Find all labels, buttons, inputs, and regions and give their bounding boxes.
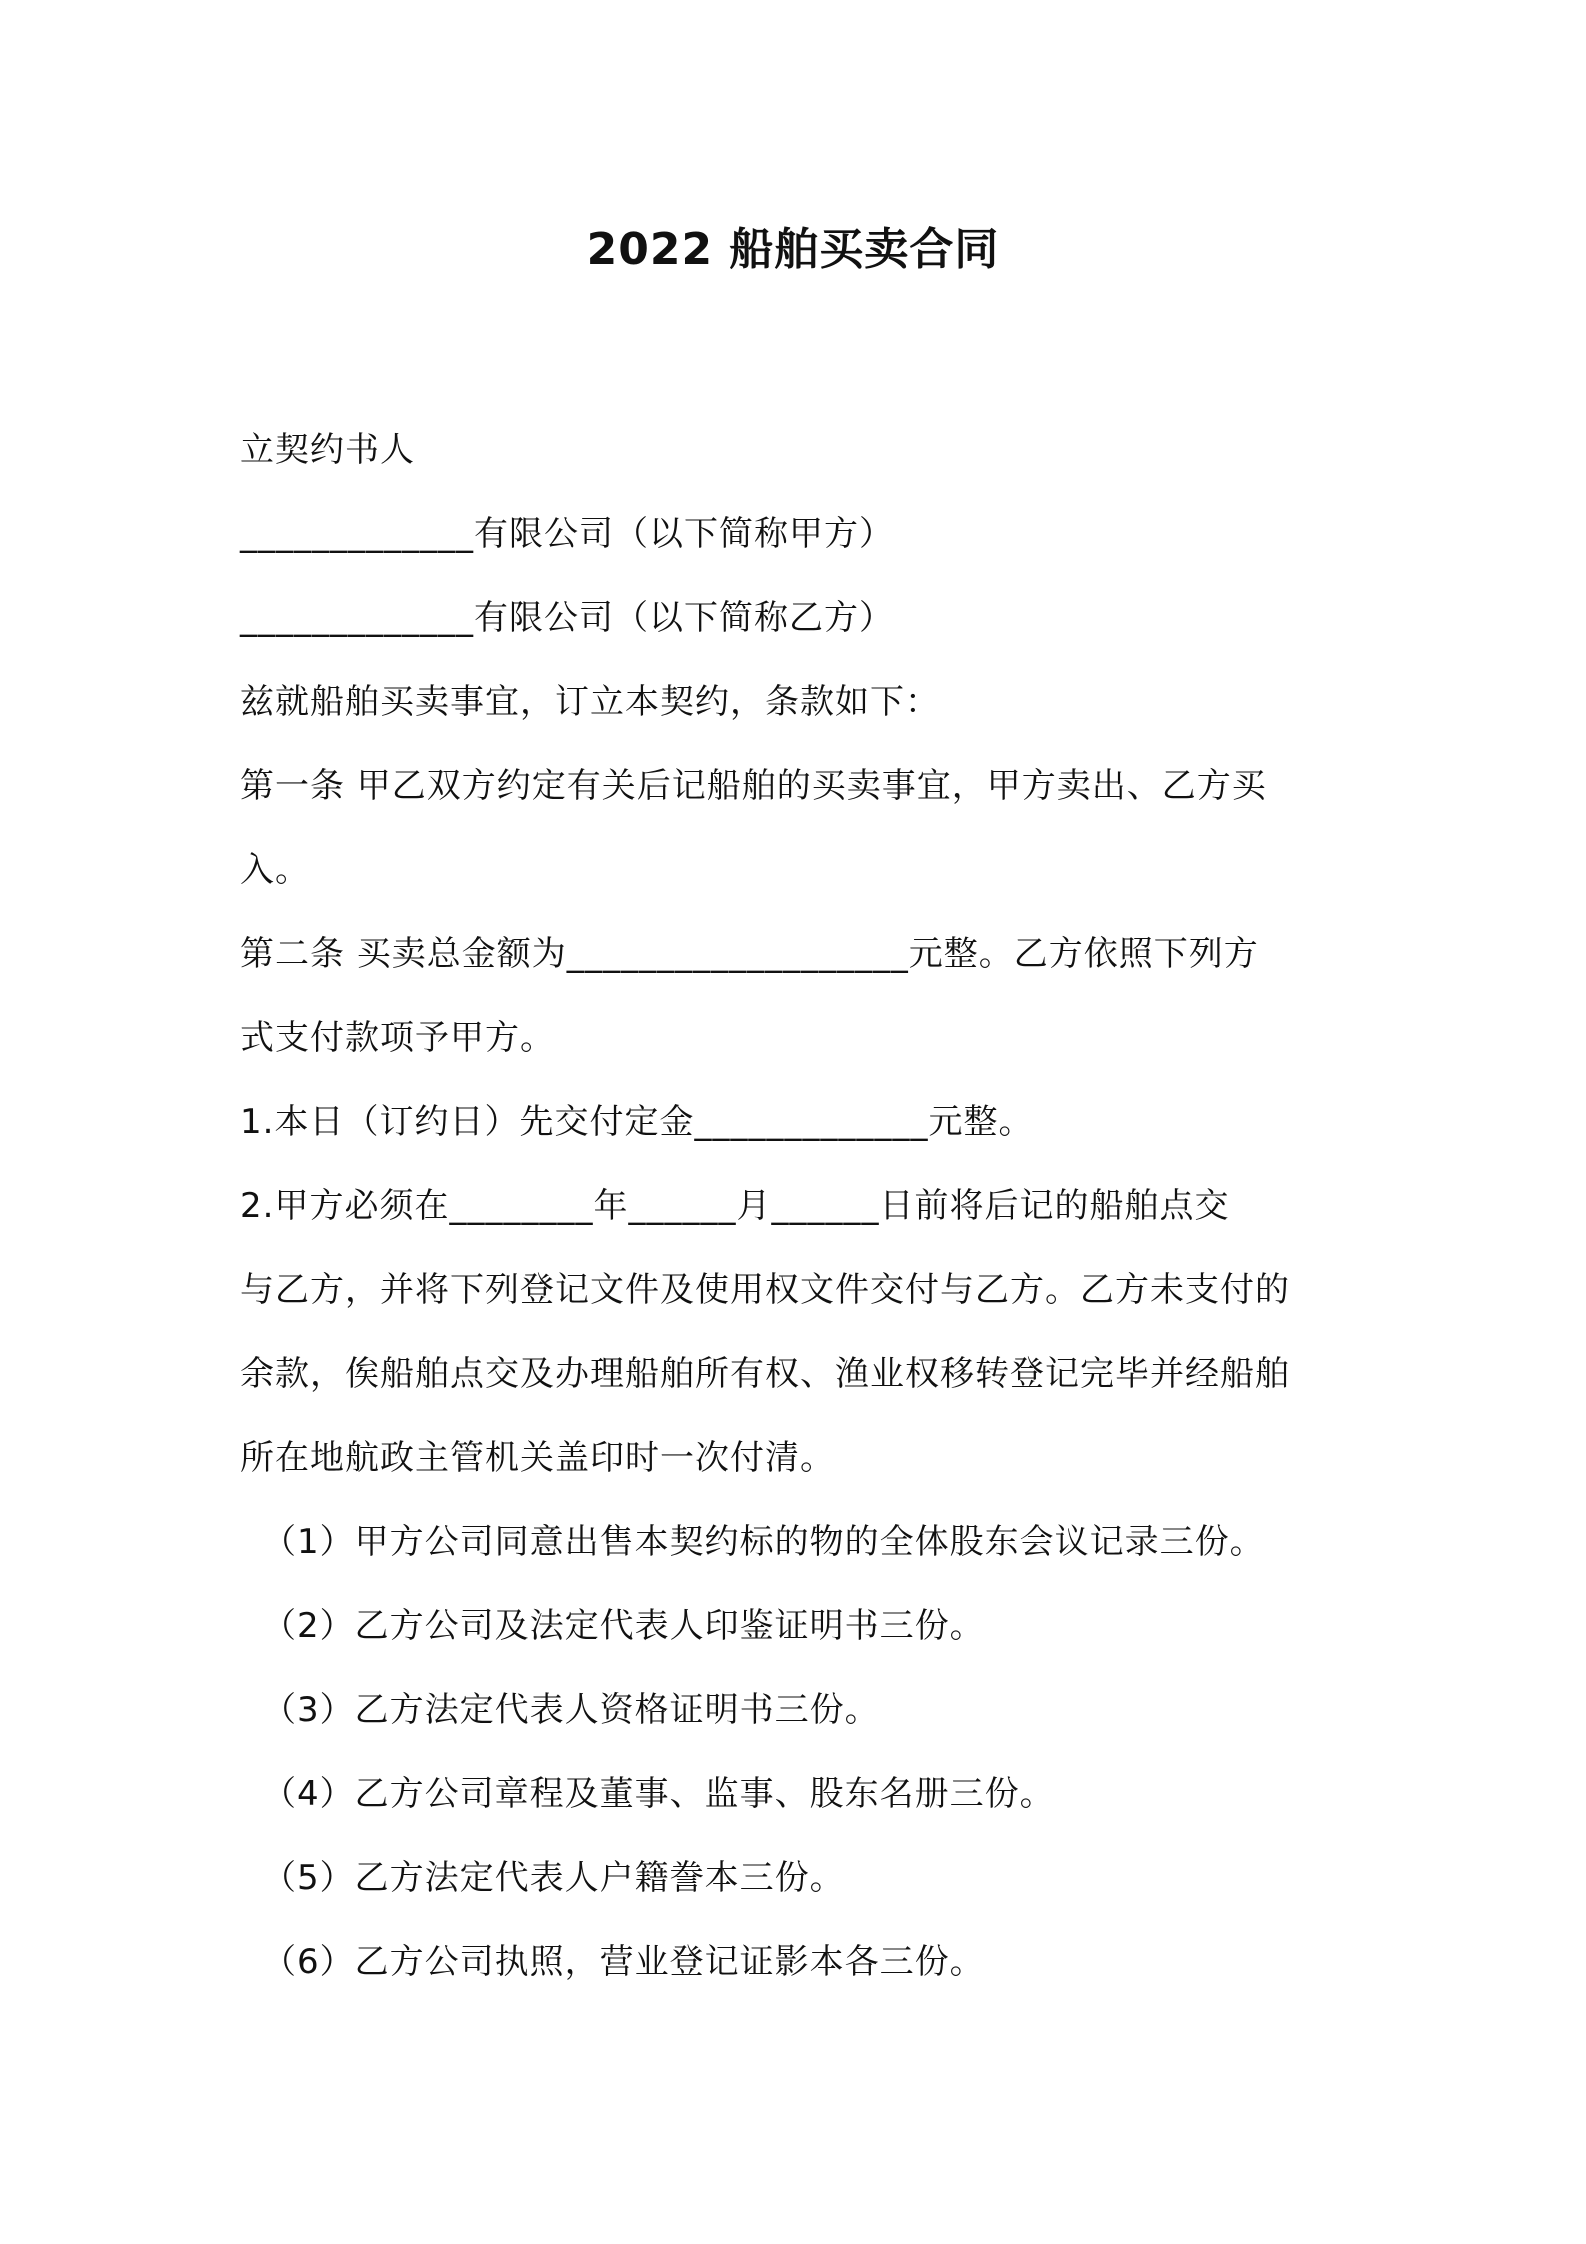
- document-item-2: （2）乙方公司及法定代表人印鉴证明书三份。: [262, 1606, 985, 1646]
- clause-2-line-1: 2.甲方必须在________年______月______日前将后记的船舶点交: [240, 1186, 1230, 1226]
- article-1-line-1: 第一条 甲乙双方约定有关后记船舶的买卖事宜，甲方卖出、乙方买: [240, 766, 1267, 806]
- clause-2-line-2: 与乙方，并将下列登记文件及使用权文件交付与乙方。乙方未支付的: [240, 1270, 1290, 1310]
- preamble-line: 兹就船舶买卖事宜，订立本契约，条款如下：: [240, 682, 940, 722]
- article-2-line-1: 第二条 买卖总金额为___________________元整。乙方依照下列方: [240, 934, 1259, 974]
- article-2-line-2: 式支付款项予甲方。: [240, 1018, 555, 1058]
- clause-2-line-4: 所在地航政主管机关盖印时一次付清。: [240, 1438, 835, 1478]
- party-b-line: _____________有限公司（以下简称乙方）: [240, 598, 894, 638]
- clause-2-line-3: 余款，俟船舶点交及办理船舶所有权、渔业权移转登记完毕并经船舶: [240, 1354, 1290, 1394]
- document-item-6: （6）乙方公司执照，营业登记证影本各三份。: [262, 1942, 985, 1982]
- party-a-line: _____________有限公司（以下简称甲方）: [240, 514, 894, 554]
- article-1-line-2: 入。: [240, 850, 310, 890]
- document-title: 2022 船舶买卖合同: [586, 224, 1000, 275]
- document-body: [240, 408, 1360, 2004]
- document-item-5: （5）乙方法定代表人户籍誊本三份。: [262, 1858, 845, 1898]
- document-item-1: （1）甲方公司同意出售本契约标的物的全体股东会议记录三份。: [262, 1522, 1265, 1562]
- document-item-4: （4）乙方公司章程及董事、监事、股东名册三份。: [262, 1774, 1055, 1814]
- parties-heading: 立契约书人: [240, 430, 415, 470]
- clause-1-line: 1.本日（订约日）先交付定金_____________元整。: [240, 1102, 1034, 1142]
- document-item-3: （3）乙方法定代表人资格证明书三份。: [262, 1690, 880, 1730]
